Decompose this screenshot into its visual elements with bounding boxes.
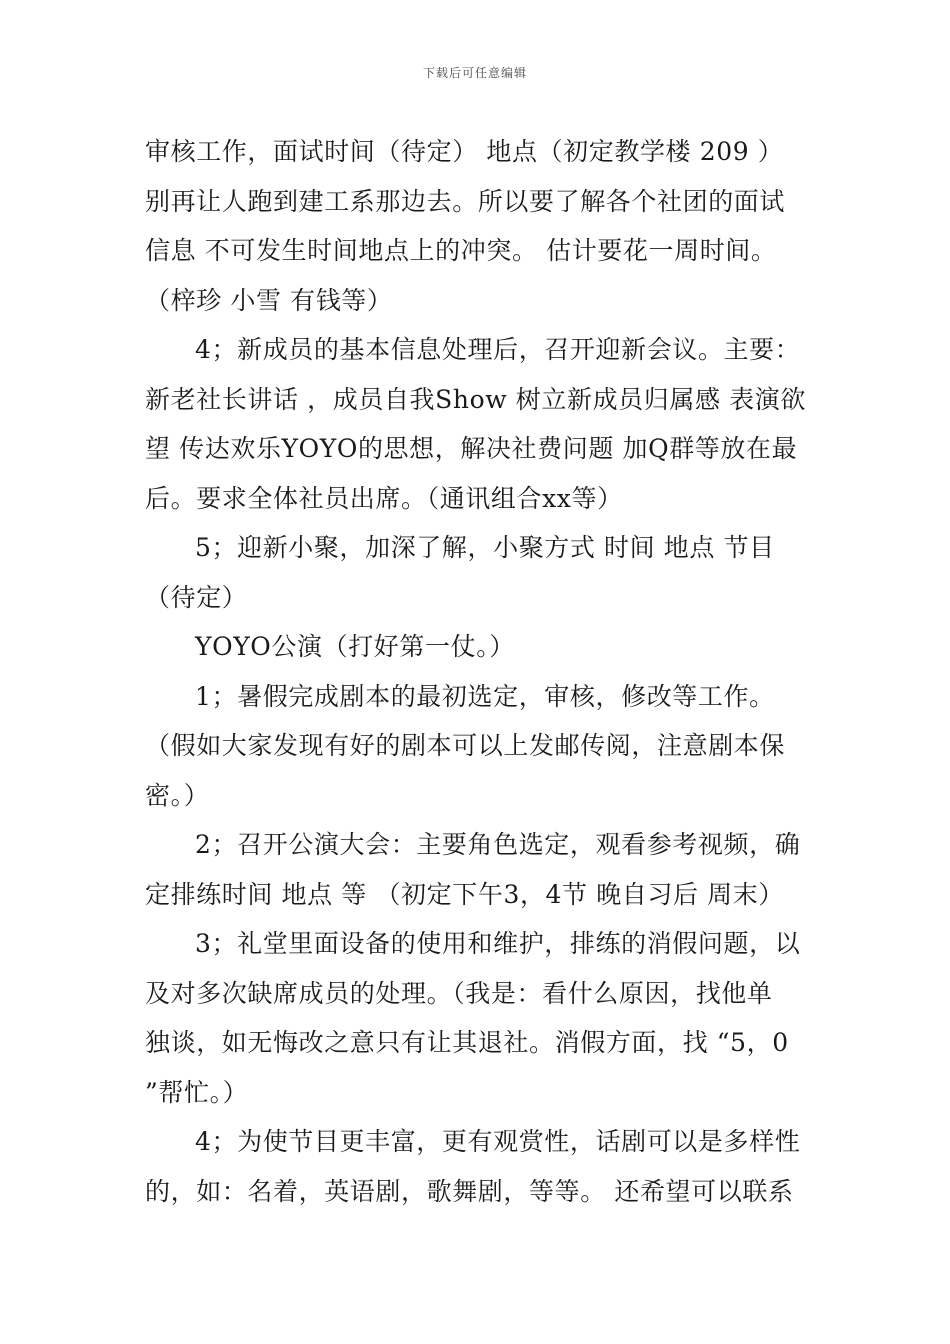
text-line: 4；为使节目更丰富，更有观赏性，话剧可以是多样性 [195,1127,801,1156]
text-line: 后。要求全体社员出席。（通讯组合xx等） [145,483,623,513]
text-line: 新老社长讲话 ，成员自我Show 树立新成员归属感 表演欲 [145,384,806,414]
section-heading: YOYO公演（打好第一仗。） [195,632,515,661]
text-line: 2；召开公演大会：主要角色选定，观看参考视频，确 [195,830,801,859]
text-line: （假如大家发现有好的剧本可以上发邮传阅，注意剧本保 [145,731,786,760]
text-line: 5；迎新小聚，加深了解，小聚方式 时间 地点 节目 [195,533,775,562]
document-body [145,127,810,1216]
text-line: 1；暑假完成剧本的最初选定，审核，修改等工作。 [195,681,775,711]
text-line: 的，如：名着，英语剧，歌舞剧，等等。 还希望可以联系 [145,1176,794,1206]
text-line: 3；礼堂里面设备的使用和维护，排练的消假问题，以 [195,929,801,958]
text-line: 4；新成员的基本信息处理后，召开迎新会议。主要： [195,335,801,364]
text-line: 望 传达欢乐YOYO的思想，解决社费问题 加Q群等放在最 [145,434,798,463]
text-line: 及对多次缺席成员的处理。（我是：看什么原因，找他单 [145,978,773,1008]
text-line: 信息 不可发生时间地点上的冲突。 估计要花一周时间。 [145,236,777,265]
text-line: 审核工作，面试时间（待定） 地点（初定教学楼 209 ） [145,137,784,166]
page-header: 下载后可任意编辑 [422,66,527,80]
text-line: 定排练时间 地点 等 （初定下午3，4节 晚自习后 周末） [145,879,784,909]
text-line: （梓珍 小雪 有钱等） [145,285,393,315]
text-line: 独谈，如无悔改之意只有让其退社。消假方面，找 “5，0 [145,1028,789,1057]
text-line: （待定） [145,582,248,612]
text-line: 别再让人跑到建工系那边去。所以要了解各个社团的面试 [145,186,786,216]
text-line: ”帮忙。） [145,1077,249,1107]
text-line: 密。） [145,780,210,810]
